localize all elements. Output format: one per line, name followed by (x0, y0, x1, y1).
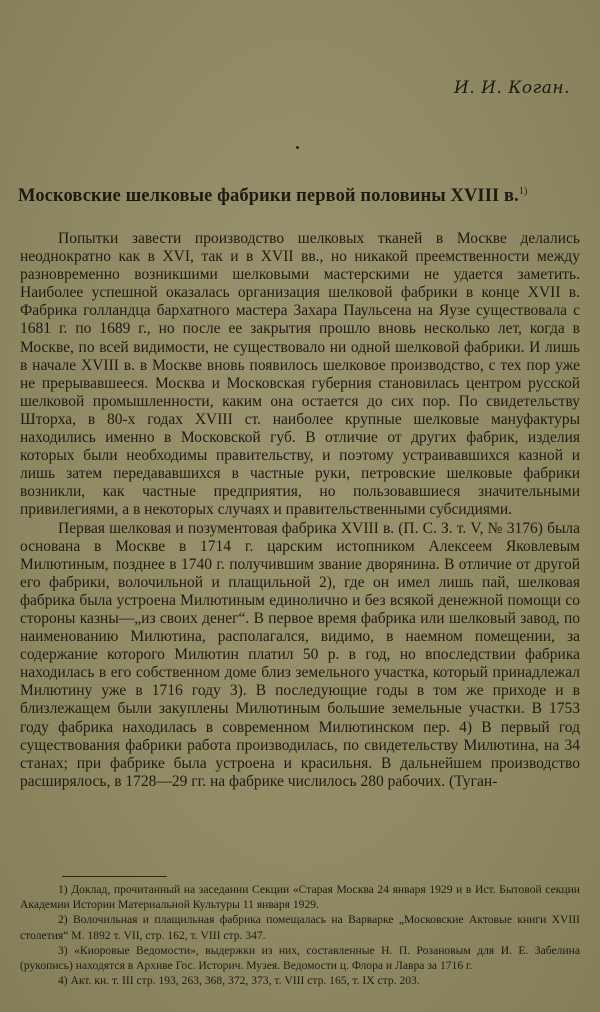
footnote-divider (62, 876, 167, 877)
title-footnote-ref: 1) (518, 186, 528, 197)
author-name: И. И. Коган. (454, 78, 570, 98)
article-title-text: Московские шелковые фабрики первой половины XVIII в. (18, 186, 519, 207)
footnote: 3) «Киоровые Ведомости», выдержки из них, составленные Н. П. Розановым для И. Е. Забелина (рукопись) находятся в Архиве Гос. Историч. Музея. Ведомости ц. Флора и Лавра за 1716 г. (20, 943, 580, 973)
article-body (20, 230, 580, 791)
footnote: 1) Доклад, прочитанный на заседании Секции «Старая Москва 24 января 1929 и в Ист. Бытовой секции Академии Истории Материальной Культуры 11 января 1929. (20, 883, 580, 912)
footnotes (20, 882, 580, 988)
paragraph: Попытки завести производство шелковых тканей в Москве делались неоднократно как в XVI, так и в XVII вв., но никакой преемственности между разновременно возникшими шелковыми мастерскими не удается заметить. Наиболее успешной оказалась организация шелковой фабрики в конце XVII в. Фабрика голландца бархатного мастера Захара Паульсена на Яузе существовала с 1681 г. по 1689 г., но после ее закрытия прошло вновь несколько лет, когда в Москве, по всей видимости, не существовало ни одной шелковой фабрики. И лишь в начале XVIII в. в Москве вновь появилось шелковое производство, с тех пор уже не прерывавшееся. Москва и Московская губерния становилась центром русской шелковой промышленности, каким она остается до сих пор. По свидетельству Шторха, в 80-х годах XVIII ст. наиболее крупные шелковые мануфактуры находились именно в Московской губ. В отличие от других фабрик, изделия которых были необходимы правительству, и поэтому устраивавшихся казной и лишь затем передававшихся в частные руки, петровские шелковые фабрики возникли, как частные предприятия, но пользовавшиеся значительными привилегиями, а в некоторых случаях и правительственными субсидиями. (20, 230, 580, 519)
footnote: 4) Акт. кн. т. III стр. 193, 263, 368, 372, 373, т. VIII стр. 165, т. IX стр. 203. (58, 974, 420, 988)
paragraph: Первая шелковая и позументовая фабрика XVIII в. (П. С. З. т. V, № 3176) была основана в Москве в 1714 г. царским истопником Алексеем Яковлевым Милютиным, позднее в 1740 г. получившим звание дворянина. В отличие от другой его фабрики, волочильной и плащильной 2), где он имел лишь пай, шелковая фабрика была устроена Милютиным единолично и без всякой денежной помощи со стороны казны—„из своих денег“. В первое время фабрика или шелковый завод, по наименованию Милютина, располагался, видимо, в наемном помещении, за содержание которого Милютин платил 50 р. в год, но впоследствии фабрика находилась в его собственном доме близ земельного участка, который принадлежал Милютину уже в 1716 году 3). В последующие годы в том же приходе и в близлежащем были закуплены Милютиным большие земельные участки. В 1753 году фабрика находилась в современном Милютинском пер. 4) В первый год существования фабрики работа производилась, по свидетельству Милютина, на 34 станах; при фабрике была устроена и красильня. В дальнейшем производство расширялось, в 1728—29 гг. на фабрике числилось 280 рабочих. (Туган- (20, 519, 580, 790)
footnote: 2) Волочильная и плащильная фабрика помещалась на Варварке „Московские Актовые книги XVIII столетия“ М. 1892 т. VII, стр. 162, т. VIII стр. 347. (20, 913, 580, 942)
article-title (18, 186, 584, 207)
page-mark (296, 146, 299, 149)
